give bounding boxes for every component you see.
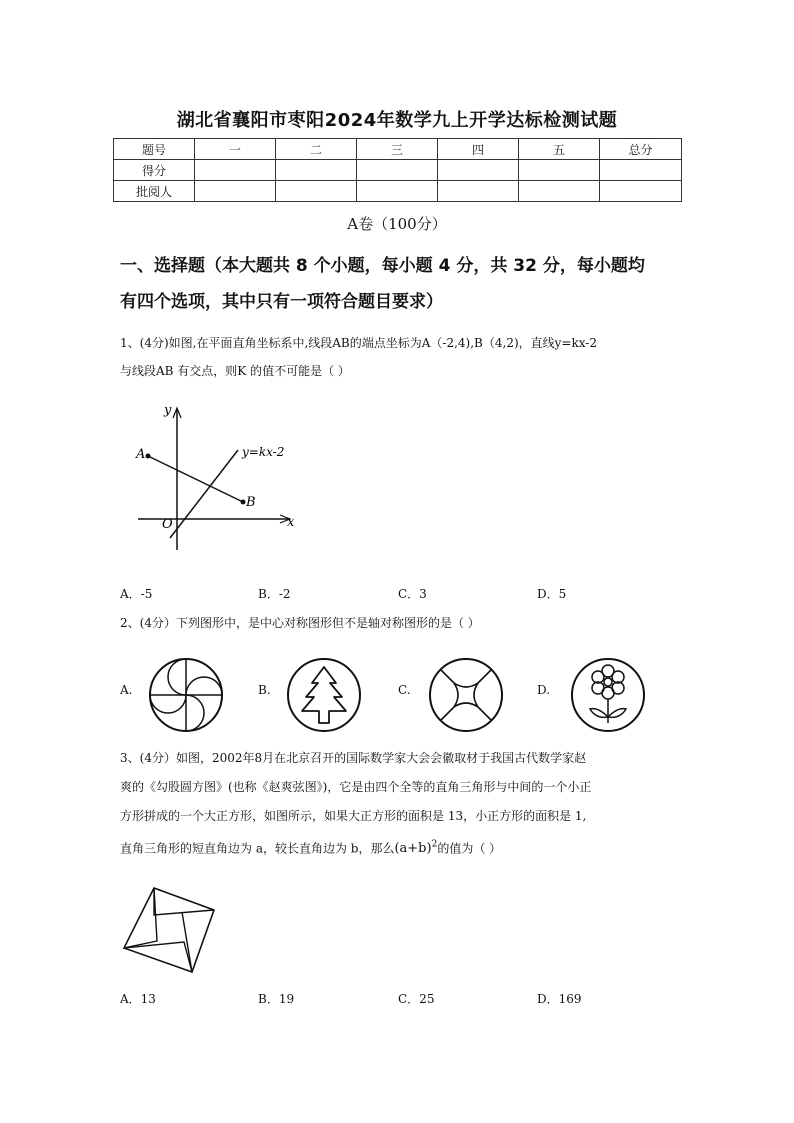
row-label: 批阅人 bbox=[114, 181, 195, 202]
page-title: 湖北省襄阳市枣阳2024年数学九上开学达标检测试题 bbox=[176, 110, 618, 131]
question-3-line-2: 爽的《勾股圆方图》(也称《赵爽弦图》)，它是由四个全等的直角三角形与中间的一个小正 bbox=[120, 780, 592, 794]
q3-option-a: A．13 bbox=[120, 992, 156, 1006]
q1-option-d: D．5 bbox=[537, 587, 567, 601]
question-3-line-4-end: 的值为（ ） bbox=[437, 841, 502, 856]
header-cell: 题号 bbox=[114, 139, 195, 160]
score-cell bbox=[357, 160, 438, 181]
point-b-dot bbox=[241, 500, 246, 505]
flower-figure bbox=[568, 655, 648, 735]
q2-option-b: B. bbox=[258, 683, 271, 697]
volume-heading: A卷（100分） bbox=[347, 215, 447, 233]
score-cell bbox=[519, 160, 600, 181]
header-cell: 总分 bbox=[600, 139, 682, 160]
score-cell bbox=[519, 181, 600, 202]
q3-option-d: D．169 bbox=[537, 992, 582, 1006]
score-cell bbox=[438, 181, 519, 202]
score-cell bbox=[357, 181, 438, 202]
q1-option-b: B．-2 bbox=[258, 587, 291, 601]
concave-square-figure bbox=[426, 655, 506, 735]
question-3-line-4-text: 直角三角形的短直角边为 a，较长直角边为 b，那么 bbox=[120, 841, 395, 856]
score-cell bbox=[438, 160, 519, 181]
point-b-label: B bbox=[246, 495, 256, 510]
q3-option-c: C．25 bbox=[398, 992, 435, 1006]
y-axis-label: y bbox=[164, 403, 172, 418]
score-table bbox=[113, 138, 682, 202]
coordinate-figure bbox=[130, 400, 310, 555]
q3-option-b: B．19 bbox=[258, 992, 295, 1006]
formula-base: (a+b) bbox=[394, 841, 432, 857]
q1-option-c: C．3 bbox=[398, 587, 427, 601]
header-cell: 五 bbox=[519, 139, 600, 160]
origin-label: O bbox=[162, 517, 173, 532]
question-1-line-2: 与线段AB 有交点，则K 的值不可能是（ ） bbox=[120, 364, 350, 378]
section-line-2: 有四个选项，其中只有一项符合题目要求） bbox=[120, 292, 443, 312]
section-line-1: 一、选择题（本大题共 8 个小题，每小题 4 分，共 32 分，每小题均 bbox=[120, 256, 645, 276]
x-axis-label: x bbox=[287, 515, 295, 530]
question-3-line-3: 方形拼成的一个大正方形，如图所示，如果大正方形的面积是 13，小正方形的面积是 1, bbox=[120, 809, 587, 823]
tree-figure bbox=[284, 655, 364, 735]
reviewer-row bbox=[114, 181, 682, 202]
header-cell: 三 bbox=[357, 139, 438, 160]
header-cell: 一 bbox=[195, 139, 276, 160]
line-equation-label: y=kx-2 bbox=[242, 445, 285, 459]
q2-option-d: D. bbox=[537, 683, 551, 697]
score-cell bbox=[600, 160, 682, 181]
formula-exponent: 2 bbox=[431, 840, 438, 850]
pinwheel-figure bbox=[146, 655, 226, 735]
question-2: 2、(4分）下列图形中，是中心对称图形但不是轴对称图形的是（ ） bbox=[120, 616, 480, 630]
point-a-label: A bbox=[136, 447, 146, 462]
question-3 bbox=[120, 744, 682, 863]
score-cell bbox=[276, 160, 357, 181]
section-heading bbox=[120, 248, 680, 320]
score-cell bbox=[195, 181, 276, 202]
formula bbox=[394, 841, 437, 856]
question-3-line-4 bbox=[120, 831, 682, 863]
q2-option-c: C. bbox=[398, 683, 411, 697]
question-1-line-1: 1、(4分)如图,在平面直角坐标系中,线段AB的端点坐标为A（-2,4),B（4,2)，直线y=kx-2 bbox=[120, 336, 597, 350]
point-a-dot bbox=[146, 454, 151, 459]
header-cell: 二 bbox=[276, 139, 357, 160]
header-cell: 四 bbox=[438, 139, 519, 160]
score-cell bbox=[600, 181, 682, 202]
score-cell bbox=[195, 160, 276, 181]
q1-option-a: A．-5 bbox=[120, 587, 153, 601]
question-3-line-1: 3、(4分）如图，2002年8月在北京召开的国际数学家大会会徽取材于我国古代数学家赵 bbox=[120, 751, 587, 765]
score-cell bbox=[276, 181, 357, 202]
row-label: 得分 bbox=[114, 160, 195, 181]
q2-option-a: A. bbox=[120, 683, 133, 697]
score-table-header bbox=[114, 139, 682, 160]
question-1 bbox=[120, 329, 682, 385]
zhao-shuang-figure bbox=[118, 884, 218, 979]
score-row bbox=[114, 160, 682, 181]
